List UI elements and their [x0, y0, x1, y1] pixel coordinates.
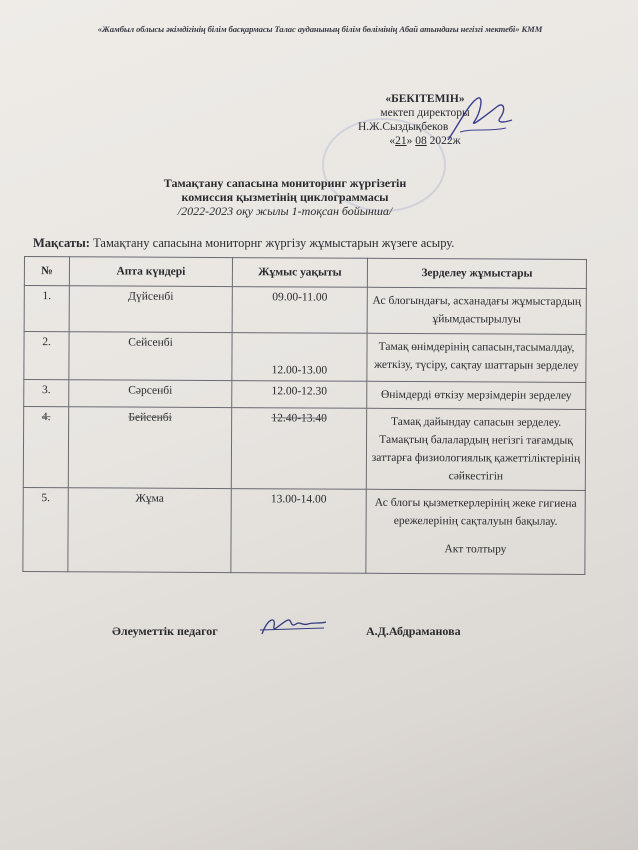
header-number: №: [24, 257, 69, 286]
row-day: Дүйсенбі: [69, 286, 232, 333]
table-header-row: [24, 257, 586, 289]
row-day: Сәрсенбі: [69, 380, 232, 408]
goal-label: Мақсаты:: [33, 236, 90, 250]
row-number: 5.: [23, 487, 68, 571]
schedule-table: [22, 256, 587, 575]
row-number: 3.: [24, 380, 69, 407]
row-time: 12.00-12.30: [232, 381, 367, 409]
row-task: Тамақ өнімдерінің сапасын,тасымалдау, жеткізу, түсіру, сақтау шаттарын зерделеу: [367, 333, 586, 382]
row-number: 2.: [24, 332, 69, 380]
table-row: [24, 332, 586, 383]
goal-statement: [33, 236, 454, 251]
row-time: 09.00-11.00: [232, 287, 367, 334]
title-line-2: комиссия қызметінің циклограммасы: [181, 190, 389, 204]
row-time: 13.00-14.00: [231, 489, 366, 574]
table-row: [24, 380, 586, 410]
header-work-time: Жұмыс уақыты: [232, 258, 367, 288]
signatory-position: Әлеуметтік педагог: [112, 624, 218, 638]
header-tasks: Зерделеу жұмыстары: [367, 258, 586, 288]
table-row: [23, 407, 585, 491]
row-day: Бейсенбі: [68, 407, 231, 489]
goal-text: Тамақтану сапасына мониторнг жүргізу жұмыстарын жүзеге асыру.: [89, 236, 455, 250]
row-time: 12.00-13.00: [232, 333, 367, 382]
row-task-text: Ас блогы қызметкерлерінің жеке гигиена ережелерінің сақталуын бақылау.: [374, 496, 577, 528]
approval-date-day: 21: [395, 135, 407, 147]
approval-name: Н.Ж.Сыздықбеков: [358, 121, 449, 133]
approval-date-month: 08: [415, 135, 427, 147]
approval-date-year: 2022ж: [429, 135, 461, 147]
row-day: Жұма: [68, 488, 231, 573]
row-time: 12.40-13.40: [231, 408, 366, 490]
row-task: Өнімдерді өткізу мерзімдерін зерделеу: [367, 381, 586, 409]
title-line-1: Тамақтану сапасына мониторинг жүргізетін: [163, 176, 407, 190]
organization-header: «Жамбыл облысы әкімдігінің білім басқармасы Талас ауданының білім бөлімінің Абай атындағы негізгі мектебі» КММ: [97, 24, 543, 34]
document-title: [110, 176, 460, 218]
approval-block: [350, 92, 500, 148]
title-line-3: /2022-2023 оқу жылы 1-тоқсан бойынша/: [177, 204, 393, 218]
table-row: [23, 487, 585, 574]
table-row: [24, 286, 586, 335]
row-task-extra: Акт толтыру: [444, 543, 507, 556]
row-task: Тамақ дайындау сапасын зерделеу. Тамақтың балалардың негізгі тағамдық заттарға физиологиялық қажеттіліктерінің сәйкестігін: [366, 408, 585, 490]
row-number: 4.: [23, 407, 68, 488]
approval-date: «21» 08 2022ж: [389, 135, 461, 147]
row-number: 1.: [24, 286, 69, 332]
signatory-name: А.Д.Абдраманова: [366, 624, 461, 638]
row-task: [366, 489, 585, 574]
row-day: Сейсенбі: [69, 332, 232, 381]
pedagogue-signature: [258, 612, 328, 640]
approval-title: «БЕКІТЕМІН»: [385, 93, 465, 105]
header-weekdays: Апта күндері: [69, 257, 232, 287]
approval-role: мектеп директоры: [380, 107, 470, 119]
row-task: Ас блогындағы, асханадағы жұмыстардың ұйымдастырылуы: [367, 287, 586, 334]
